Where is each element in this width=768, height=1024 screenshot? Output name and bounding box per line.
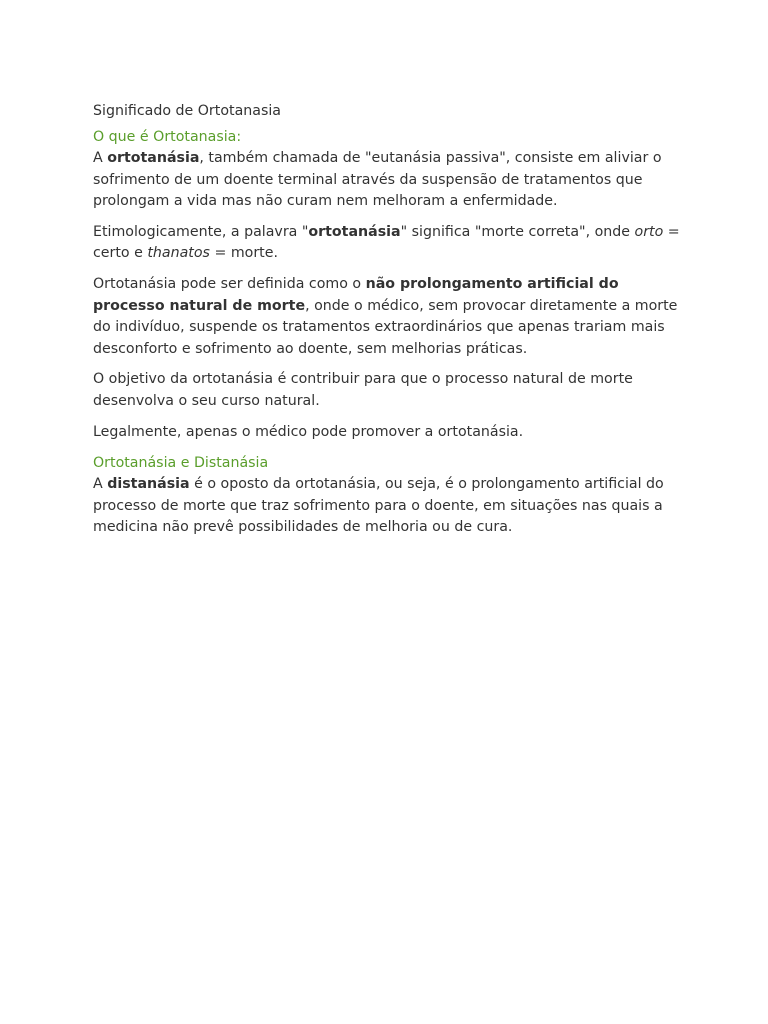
text-run: , também chamada de "eutanásia passiva", consiste em aliviar o sofrimento de um doente terminal através da suspensão de tratamentos que prolongam a vida mas não curam nem melhoram a enfermidade. xyxy=(93,150,662,210)
document-title: Significado de Ortotanasia xyxy=(93,103,281,119)
bold-term: ortotanásia xyxy=(107,150,200,166)
italic-term: thanatos xyxy=(147,245,210,262)
paragraph-explanation xyxy=(93,274,681,360)
paragraph-etymology xyxy=(93,222,681,265)
bold-phrase: não prolongamento artificial do processo natural de morte xyxy=(93,275,619,314)
paragraph-distanasia xyxy=(93,474,681,539)
paragraph-definition xyxy=(93,148,681,213)
text-run: é o oposto da ortotanásia, ou seja, é o prolongamento artificial do processo de morte que traz sofrimento para o doente, em situações nas quais a medicina não prevê possibilidades de melhoria ou de cura. xyxy=(93,476,664,536)
text-run: Etimologicamente, a palavra " xyxy=(93,223,309,240)
paragraph-objective: O objetivo da ortotanásia é contribuir para que o processo natural de morte desenvolva o seu curso natural. xyxy=(93,371,633,409)
bold-term: distanásia xyxy=(107,476,190,493)
text-run: " significa "morte correta", onde xyxy=(400,223,635,240)
paragraph-legal: Legalmente, apenas o médico pode promover a ortotanásia. xyxy=(93,423,524,440)
section-heading-distanasia: Ortotanásia e Distanásia xyxy=(93,455,269,472)
bold-term: ortotanásia xyxy=(308,223,401,240)
text-run: Ortotanásia pode ser definida como o xyxy=(93,275,366,292)
text-run: = morte. xyxy=(209,245,278,262)
text-run: A xyxy=(93,476,108,493)
text-run: = certo e xyxy=(93,223,680,262)
italic-term: orto xyxy=(634,223,664,240)
text-run: A xyxy=(93,150,108,166)
section-heading-what-is: O que é Ortotanasia: xyxy=(93,129,242,145)
text-run: , onde o médico, sem provocar diretamente a morte do indivíduo, suspende os tratamentos extraordinários que apenas trariam mais desconforto e sofrimento ao doente, sem melhorias práticas. xyxy=(93,297,678,357)
document-page xyxy=(93,100,681,548)
